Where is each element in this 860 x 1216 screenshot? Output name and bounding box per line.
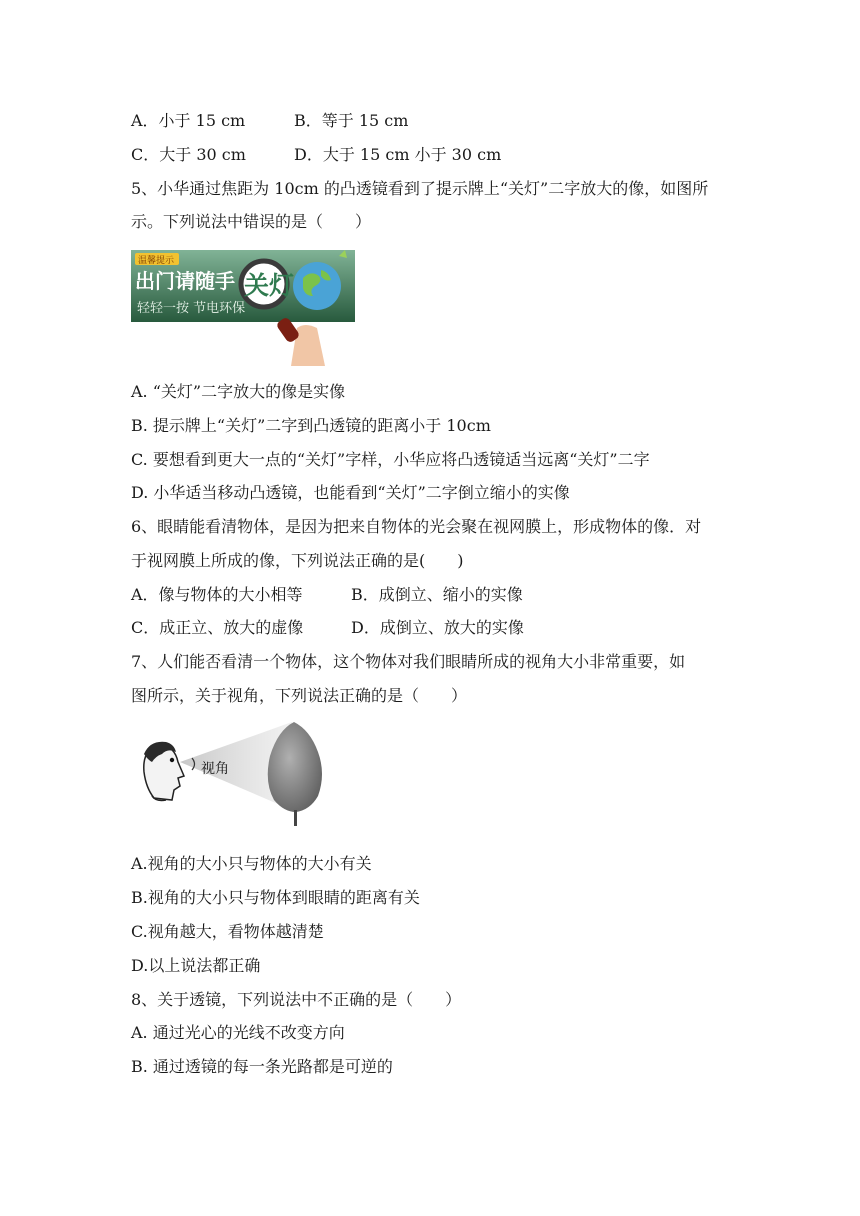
- q7-visual-angle-figure: [138, 718, 334, 830]
- q6-option-d: D．成倒立、放大的实像: [351, 618, 524, 637]
- q5-stem-line2: 示。下列说法中错误的是（ ）: [131, 212, 372, 231]
- q7-option-d: D.以上说法都正确: [131, 956, 261, 975]
- sign-main-text: 出门请随手: [135, 269, 235, 293]
- sign-magnified-text: 关灯: [244, 271, 295, 300]
- sign-illustration: [131, 248, 355, 366]
- q6-stem-line2: 于视网膜上所成的像，下列说法正确的是( ): [131, 551, 464, 570]
- q5-stem-line1: 5、小华通过焦距为 10cm 的凸透镜看到了提示牌上“关灯”二字放大的像，如图所: [131, 179, 709, 198]
- q8-option-b: B. 通过透镜的每一条光路都是可逆的: [131, 1057, 393, 1076]
- q7-option-a: A.视角的大小只与物体的大小有关: [131, 854, 372, 873]
- q4-option-a: A．小于 15 cm: [131, 111, 246, 130]
- visual-angle-illustration: [138, 718, 334, 830]
- q8-stem: 8、关于透镜，下列说法中不正确的是（ ）: [131, 990, 462, 1009]
- q7-option-c: C.视角越大，看物体越清楚: [131, 922, 324, 941]
- q6-stem-line1: 6、眼睛能看清物体，是因为把来自物体的光会聚在视网膜上，形成物体的像．对: [131, 517, 702, 536]
- q5-sign-figure: [131, 248, 355, 366]
- q4-option-b: B．等于 15 cm: [294, 111, 409, 130]
- visual-angle-label: 视角: [201, 761, 229, 777]
- q7-stem-line1: 7、人们能否看清一个物体，这个物体对我们眼睛所成的视角大小非常重要，如: [131, 652, 686, 671]
- q5-option-c: C. 要想看到更大一点的“关灯”字样，小华应将凸透镜适当远离“关灯”二字: [131, 450, 650, 469]
- q8-option-a: A. 通过光心的光线不改变方向: [131, 1023, 345, 1042]
- q4-option-c: C．大于 30 cm: [131, 145, 246, 164]
- q6-option-b: B．成倒立、缩小的实像: [351, 585, 523, 604]
- q4-option-d: D．大于 15 cm 小于 30 cm: [294, 145, 502, 164]
- q5-option-a: A. “关灯”二字放大的像是实像: [131, 382, 346, 401]
- q6-option-a: A．像与物体的大小相等: [131, 585, 303, 604]
- q7-option-b: B.视角的大小只与物体到眼睛的距离有关: [131, 888, 420, 907]
- q6-option-c: C．成正立、放大的虚像: [131, 618, 304, 637]
- sign-badge-text: 温馨提示: [138, 256, 175, 266]
- sign-sub-text: 轻轻一按 节电环保: [137, 301, 246, 316]
- q7-stem-line2: 图所示，关于视角，下列说法正确的是（ ）: [131, 686, 468, 705]
- q5-option-d: D. 小华适当移动凸透镜，也能看到“关灯”二字倒立缩小的实像: [131, 483, 570, 502]
- q5-option-b: B. 提示牌上“关灯”二字到凸透镜的距离小于 10cm: [131, 416, 491, 435]
